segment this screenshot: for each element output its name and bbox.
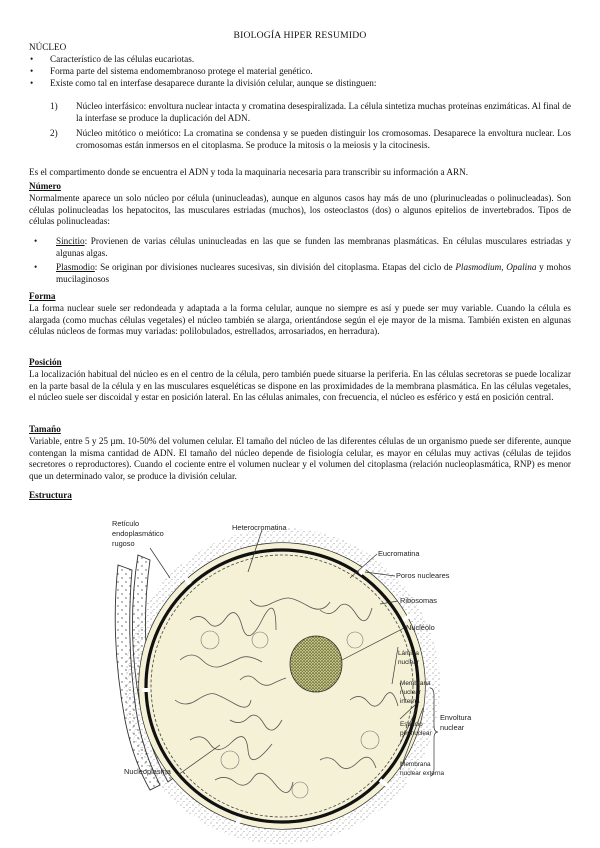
- label-nucleoplasma: Nucleoplasma: [124, 767, 171, 776]
- bullet-dot: •: [30, 78, 34, 88]
- species-name: Plasmodium: [455, 262, 502, 272]
- type-desc: : Provienen de varias células uninucleadas en las que se funden las membranas plasmáticas. En células musculares estriadas y algunas algas.: [56, 236, 571, 258]
- label-membrana-externa: nuclear externa: [400, 770, 445, 777]
- nucleoplasm: [139, 543, 425, 829]
- label-espacio: perinuclear: [400, 730, 432, 737]
- bullet-item: Característico de las células eucariotas.: [50, 54, 195, 64]
- sub-item-text: Núcleo interfásico: envoltura nuclear intacta y cromatina desespiralizada. La célula sintetiza muchas proteínas enzimáticas. Al final de la interfase se produce la duplicación del ADN.: [76, 101, 571, 123]
- sub-item-number: 2): [50, 128, 58, 138]
- heading-nucleo: NÚCLEO: [29, 42, 67, 52]
- label-lamina: nuclear: [398, 659, 419, 666]
- type-plasmodio: [56, 262, 571, 285]
- bullet-item: Forma parte del sistema endomembranoso protege el material genético.: [50, 66, 313, 76]
- heading-posicion: Posición: [29, 357, 62, 367]
- label-poros: Poros nucleares: [396, 571, 450, 580]
- type-term: Plasmodio: [56, 262, 95, 272]
- heading-numero: Número: [29, 181, 61, 191]
- label-nucleolo: Nucléolo: [406, 623, 435, 632]
- type-tail: y mohos mucilaginosos: [56, 262, 571, 284]
- type-term: Sincitio: [56, 236, 85, 246]
- bullet-dot: •: [34, 262, 38, 272]
- species-name: Opalina: [506, 262, 537, 272]
- heading-forma: Forma: [29, 291, 56, 301]
- label-membrana-interna: interna: [400, 698, 420, 705]
- sub-item-text: Núcleo mitótico o meiótico: La cromatina se condensa y se pueden distinguir los cromosomas. Desaparece la envoltura nuclear. Los cromosomas están inmersos en el citoplasma. Se produce la mitosis o la meiosis y la citocinesis.: [76, 128, 571, 150]
- bullet-item: Existe como tal en interfase desaparece durante la división celular, aunque se distinguen:: [50, 78, 377, 88]
- type-sincitio: [56, 236, 571, 259]
- posicion-text: La localización habitual del núcleo es en el centro de la célula, pero también puede situarse la periferia. En las células secretoras se puede localizar en la parte basal de la célula y en las musculares esqueléticas se dispone en las proximidades de la membrana plasmática. En las células vegetales, el núcleo suele ser discoidal y estar en posición lateral. En las células animales, con frecuencia, el núcleo es esférico y está en posición central.: [29, 369, 571, 403]
- nucleolus: [290, 636, 342, 692]
- label-membrana-interna: nuclear: [400, 689, 421, 696]
- heading-tamano: Tamaño: [29, 424, 61, 434]
- bullet-dot: •: [34, 236, 38, 246]
- sub-item-number: 1): [50, 101, 58, 111]
- label-envoltura: Envoltura: [440, 713, 472, 722]
- bullet-dot: •: [30, 66, 34, 76]
- label-ribosomas: Ribosomas: [400, 596, 437, 605]
- label-membrana-externa: Membrana: [400, 761, 431, 768]
- label-lamina: Lámina: [398, 650, 419, 657]
- tamano-text: Variable, entre 5 y 25 µm. 10-50% del volumen celular. El tamaño del núcleo de las diferentes células de un organismo puede ser diferente, aunque contengan la misma cantidad de ADN. El tamaño del núcleo depende de fisiología celular, es mayor en células muy activas (células de tejidos secretores o reproductores). Cuando el cociente entre el volumen nuclear y el volumen del citoplasma (relación nucleoplasmática, RNP) es menor que un determinado valor, se produce la división celular.: [29, 436, 571, 481]
- label-eucromatina: Eucromatina: [378, 549, 420, 558]
- label-reticulo: rugoso: [112, 539, 135, 548]
- label-espacio: Espacio: [400, 721, 423, 728]
- label-membrana-interna: Membrana: [400, 680, 431, 687]
- heading-estructura: Estructura: [29, 490, 72, 500]
- forma-text: La forma nuclear suele ser redondeada y adaptada a la forma celular, aunque no siempre es así y puede ser muy variable. Cuando la célula es alargada (como muchas células vegetales) el núcleo también se alarga, orientándose según el eje mayor de la misma. También existen en algunas células núcleos de formas muy variadas: polilobulados, estrellados, arrosariados, en herradura).: [29, 303, 571, 337]
- document-title: BIOLOGÍA HIPER RESUMIDO: [233, 30, 367, 41]
- nucleus-structure-diagram: [0, 505, 600, 848]
- label-envoltura: nuclear: [440, 723, 465, 732]
- type-desc: : Se originan por divisiones nucleares sucesivas, sin división del citoplasma. Etapas del ciclo de: [94, 262, 456, 272]
- separator: ,: [501, 262, 507, 272]
- nucleo-closing: Es el compartimento donde se encuentra el ADN y toda la maquinaria necesaria para transcribir su información a ARN.: [29, 167, 469, 177]
- bullet-dot: •: [30, 54, 34, 64]
- label-reticulo: Retículo: [112, 519, 140, 528]
- label-heterocromatina: Heterocromatina: [232, 523, 287, 532]
- label-reticulo: endoplasmático: [112, 529, 164, 538]
- numero-text: Normalmente aparece un solo núcleo por célula (uninucleadas), aunque en algunos casos hay más de uno (plurinucleadas o polinucleadas). Son células polinucleadas los hepatocitos, las musculares estriadas (muchos), los osteoclastos (dos) o algunos epitelios de invertebrados. Tipos de células polinucleadas:: [29, 193, 571, 227]
